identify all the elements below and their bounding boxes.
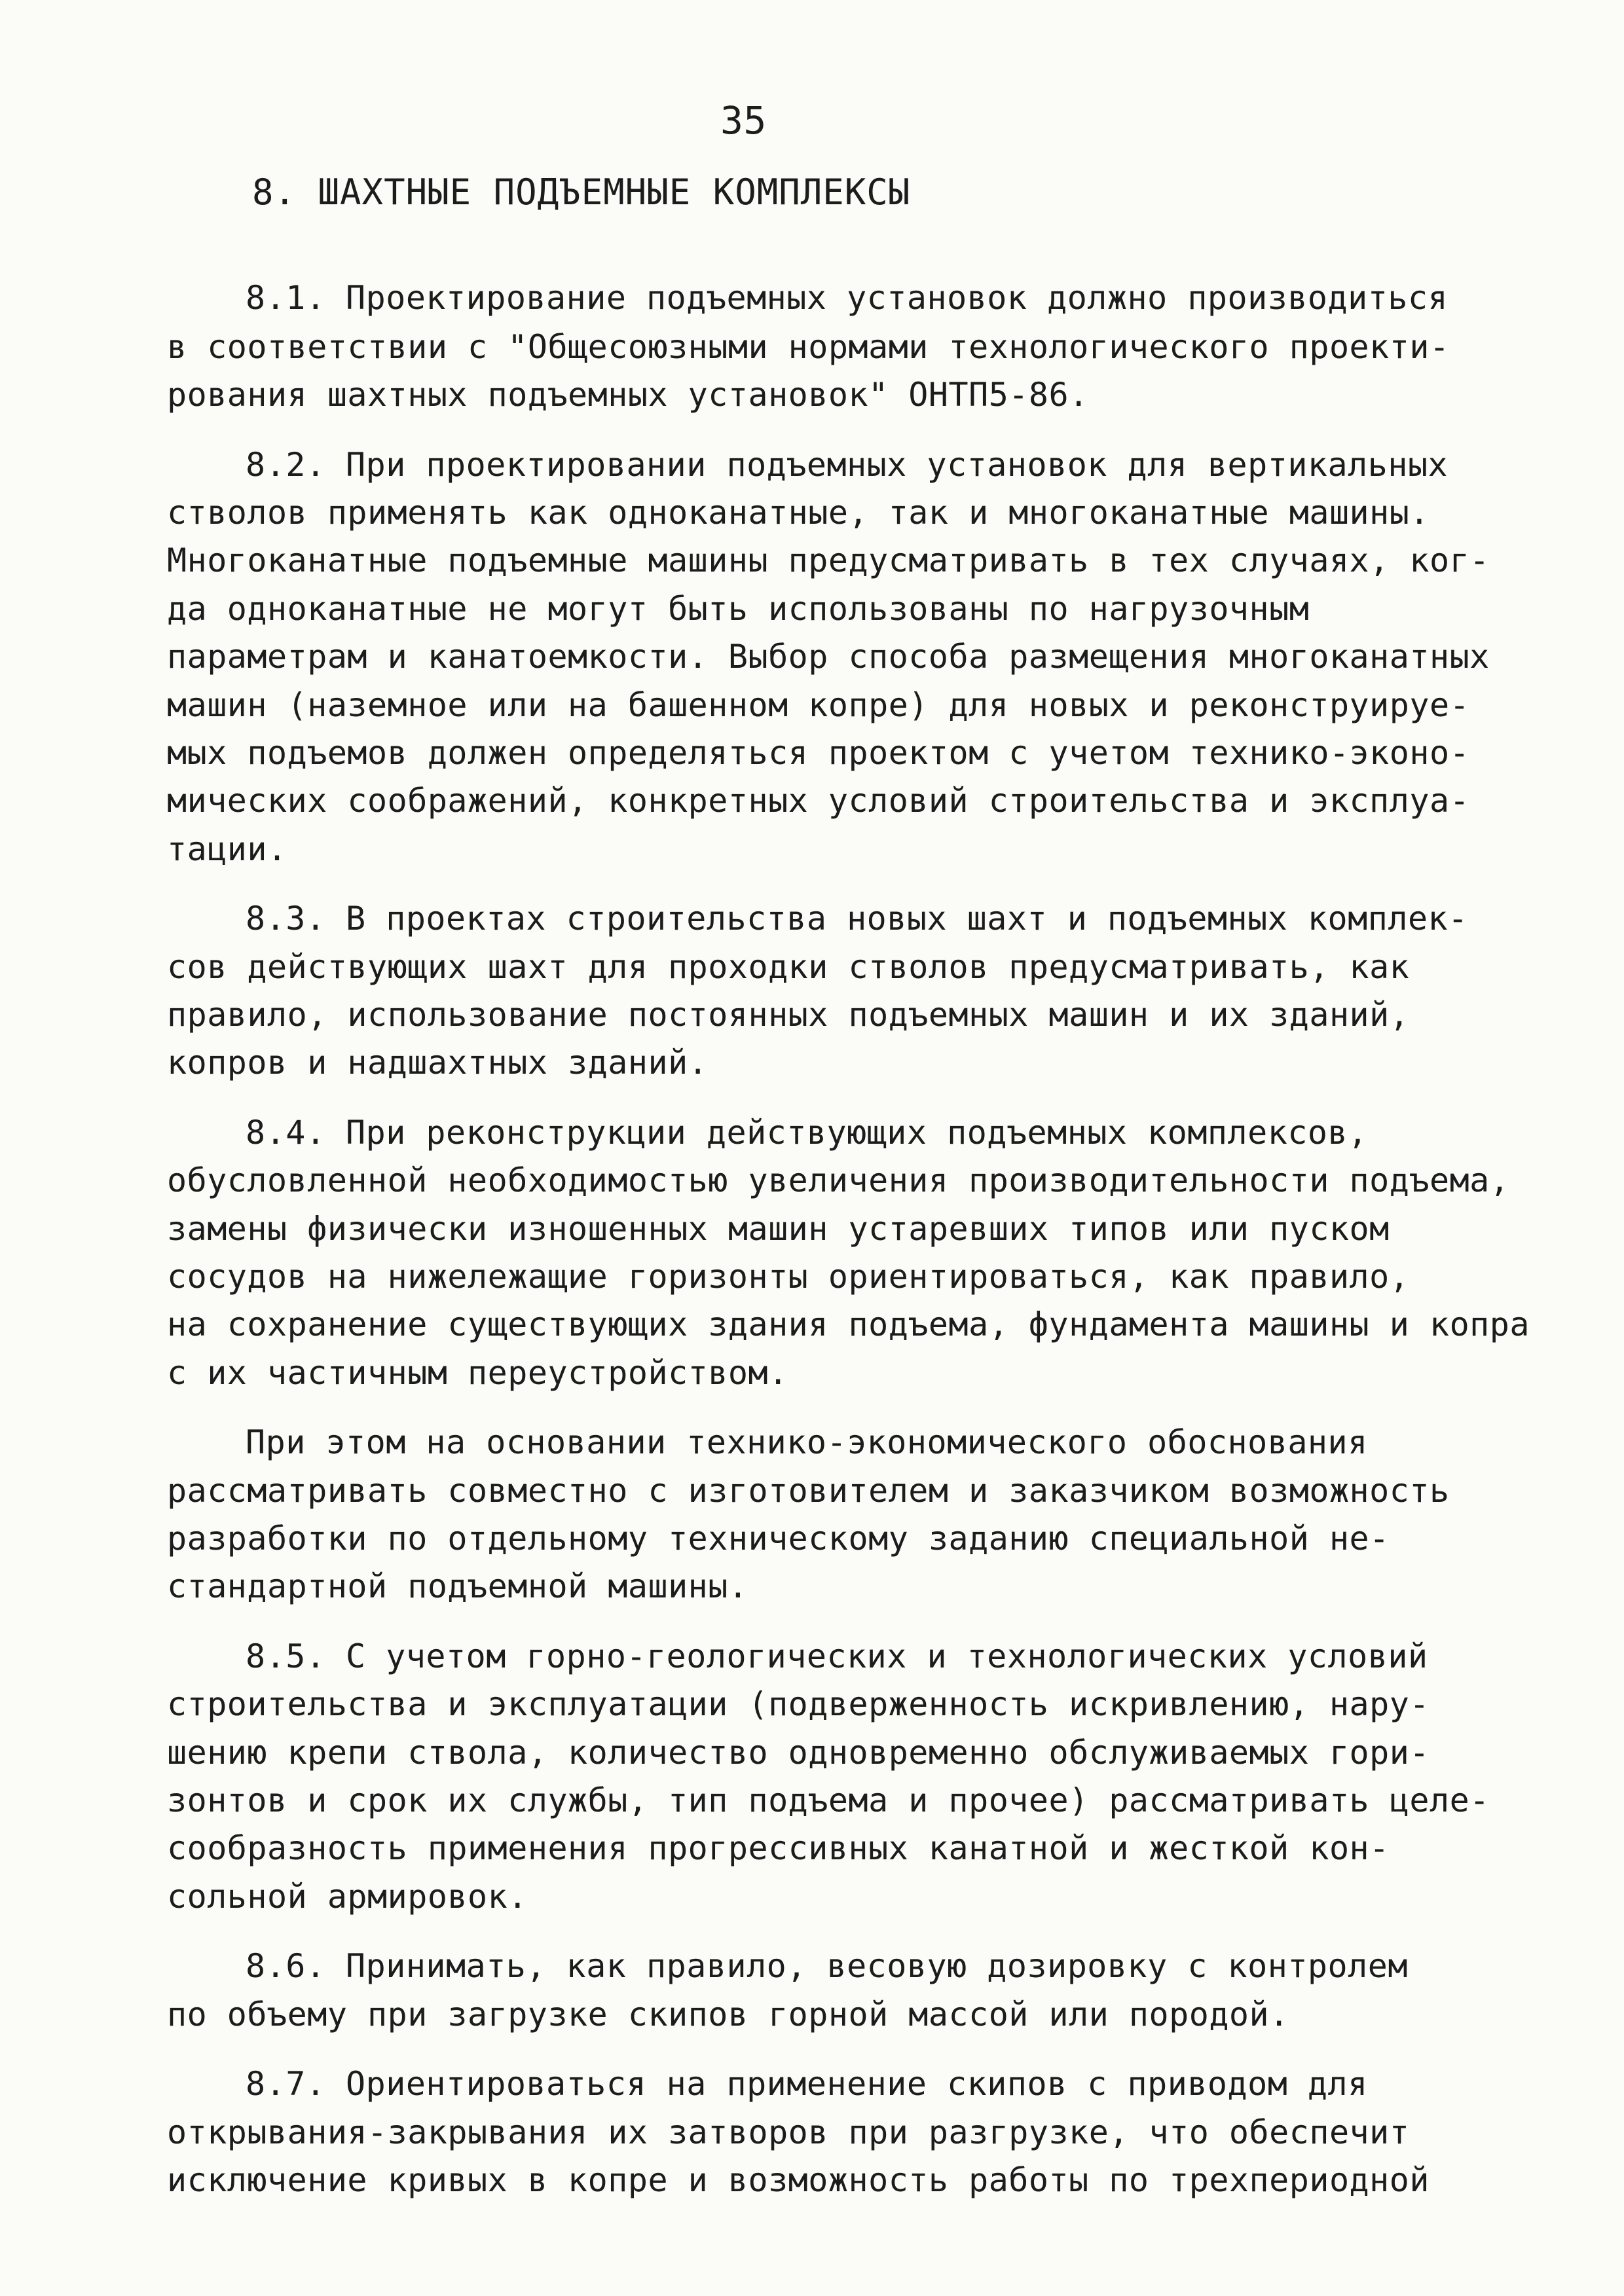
text-line: по объему при загрузке скипов горной массой или породой. bbox=[167, 1995, 1289, 2033]
text-line: обусловленной необходимостью увеличения производительности подъема, bbox=[167, 1161, 1510, 1199]
text-line: строительства и эксплуатации (подверженность искривлению, нару- bbox=[167, 1685, 1430, 1723]
text-line: 8.3. В проектах строительства новых шахт и подъемных комплек- bbox=[246, 900, 1468, 938]
text-line: шению крепи ствола, количество одновременно обслуживаемых гори- bbox=[167, 1734, 1430, 1772]
text-line: 8.7. Ориентироваться на применение скипов с приводом для bbox=[246, 2065, 1368, 2103]
text-line: стволов применять как одноканатные, так и многоканатные машины. bbox=[167, 494, 1430, 532]
text-line: сообразность применения прогрессивных канатной и жесткой кон- bbox=[167, 1829, 1390, 1867]
text-line: на сохранение существующих здания подъема, фундамента машины и копра bbox=[167, 1305, 1530, 1343]
text-line: разработки по отдельному техническому заданию специальной не- bbox=[167, 1520, 1390, 1558]
text-line: рования шахтных подъемных установок" ОНТП5-86. bbox=[167, 376, 1089, 414]
text-line: мых подъемов должен определяться проектом с учетом технико-эконо- bbox=[167, 734, 1470, 772]
text-line: 8.2. При проектировании подъемных установок для вертикальных bbox=[246, 446, 1449, 484]
text-line: 8.5. С учетом горно-геологических и технологических условий bbox=[246, 1637, 1428, 1675]
text-line: правило, использование постоянных подъемных машин и их зданий, bbox=[167, 996, 1410, 1034]
text-line: замены физически изношенных машин устаревших типов или пуском bbox=[167, 1210, 1390, 1248]
text-line: При этом на основании технико-экономического обоснования bbox=[246, 1423, 1368, 1461]
text-line: в соответствии с "Общесоюзными нормами технологического проекти- bbox=[167, 328, 1450, 366]
text-line: 8.4. При реконструкции действующих подъемных комплексов, bbox=[246, 1114, 1368, 1152]
text-line: тации. bbox=[167, 830, 287, 868]
text-line: 8.6. Принимать, как правило, весовую дозировку с контролем bbox=[246, 1947, 1408, 1985]
text-line: сольной армировок. bbox=[167, 1878, 528, 1916]
text-line: мических соображений, конкретных условий строительства и эксплуа- bbox=[167, 782, 1470, 820]
text-line: сосудов на нижележащие горизонты ориентироваться, как правило, bbox=[167, 1258, 1410, 1296]
text-line: машин (наземное или на башенном копре) для новых и реконструируе- bbox=[167, 686, 1470, 724]
text-line: исключение кривых в копре и возможность работы по трехпериодной bbox=[167, 2161, 1430, 2199]
text-line: с их частичным переустройством. bbox=[167, 1354, 788, 1392]
page-number: 35 bbox=[720, 98, 767, 143]
text-line: стандартной подъемной машины. bbox=[167, 1567, 748, 1605]
text-line: параметрам и канатоемкости. Выбор способа размещения многоканатных bbox=[167, 638, 1490, 676]
text-line: рассматривать совместно с изготовителем и заказчиком возможность bbox=[167, 1472, 1450, 1510]
text-line: копров и надшахтных зданий. bbox=[167, 1044, 709, 1082]
text-line: сов действующих шахт для проходки стволов предусматривать, как bbox=[167, 948, 1410, 986]
text-line: Многоканатные подъемные машины предусматривать в тех случаях, ког- bbox=[167, 541, 1490, 579]
section-heading: 8. ШАХТНЫЕ ПОДЪЕМНЫЕ КОМПЛЕКСЫ bbox=[252, 172, 911, 213]
text-line: зонтов и срок их службы, тип подъема и прочее) рассматривать целе- bbox=[167, 1781, 1490, 1819]
text-line: да одноканатные не могут быть использованы по нагрузочным bbox=[167, 590, 1310, 628]
text-line: 8.1. Проектирование подъемных установок должно производиться bbox=[246, 279, 1449, 317]
text-line: открывания-закрывания их затворов при разгрузке, что обеспечит bbox=[167, 2113, 1410, 2151]
